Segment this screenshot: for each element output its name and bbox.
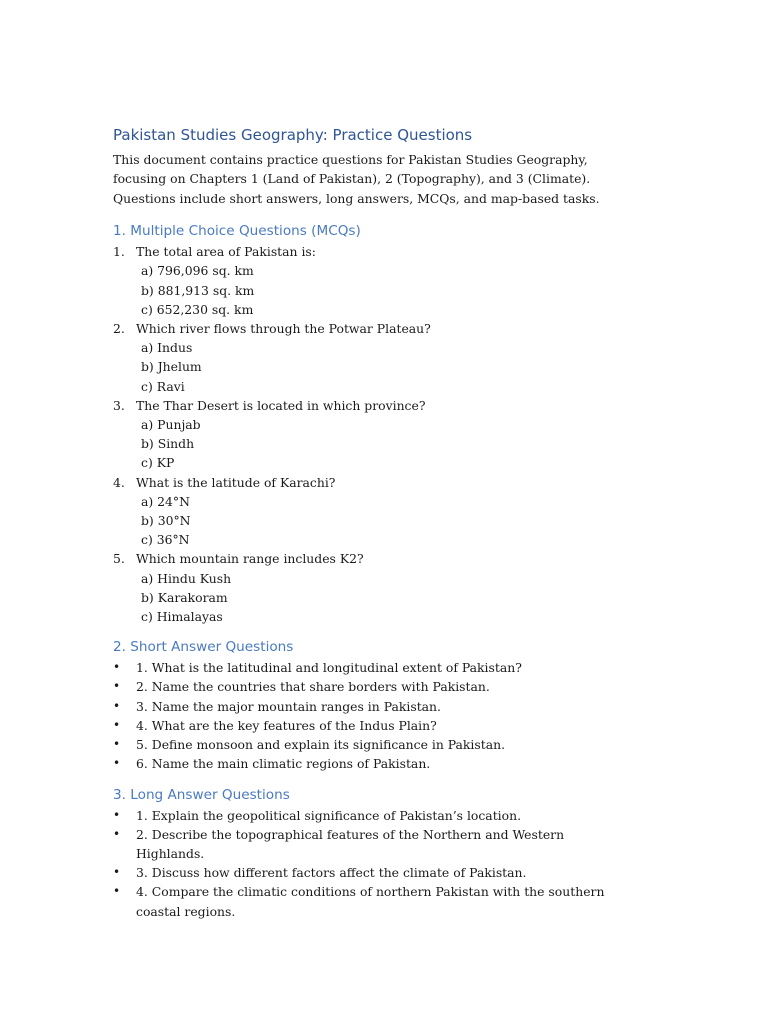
document-title: Pakistan Studies Geography: Practice Questions	[113, 126, 473, 144]
mcq-list	[113, 242, 633, 626]
list-item	[113, 658, 633, 677]
mcq-option: b) Jhelum	[141, 359, 202, 375]
question-text: 3. Discuss how different factors affect the climate of Pakistan.	[136, 865, 527, 881]
bullet-icon: •	[113, 826, 121, 841]
question-text: 1. What is the latitudinal and longitudinal extent of Pakistan?	[136, 660, 522, 676]
mcq-question: The total area of Pakistan is:	[136, 244, 316, 260]
mcq-question: Which mountain range includes K2?	[136, 551, 364, 567]
mcq-question: What is the latitude of Karachi?	[136, 474, 336, 490]
bullet-icon: •	[113, 865, 121, 880]
short-answer-heading: 2. Short Answer Questions	[113, 639, 294, 656]
question-text: 3. Name the major mountain ranges in Pakistan.	[136, 698, 441, 714]
bullet-icon: •	[113, 660, 121, 675]
question-text: 4. What are the key features of the Indus Plain?	[136, 717, 437, 733]
list-item	[113, 735, 633, 754]
mcq-question: The Thar Desert is located in which province?	[136, 397, 426, 413]
question-text: 2. Name the countries that share borders with Pakistan.	[136, 679, 490, 695]
mcq-question: Which river flows through the Potwar Plateau?	[136, 321, 431, 337]
list-item	[113, 697, 633, 716]
mcq-item	[113, 473, 633, 550]
mcq-option: c) KP	[141, 455, 175, 471]
question-text: 5. Define monsoon and explain its significance in Pakistan.	[136, 737, 506, 753]
mcq-options	[136, 338, 633, 396]
list-item	[113, 882, 633, 920]
list-item	[113, 806, 633, 825]
mcq-options	[136, 415, 633, 473]
mcq-option: b) Karakoram	[141, 589, 228, 605]
intro-paragraph: This document contains practice questions for Pakistan Studies Geography, focusing on Chapters 1 (Land of Pakistan), 2 (Topography), and 3 (Climate). Questions include short answers, long answers, MCQs, and map-based tasks.	[113, 152, 600, 206]
question-text: 1. Explain the geopolitical significance of Pakistan’s location.	[136, 807, 522, 823]
document-body	[113, 122, 633, 931]
bullet-icon: •	[113, 737, 121, 752]
mcq-option: a) 796,096 sq. km	[141, 263, 254, 279]
list-item	[113, 863, 633, 882]
mcq-option: a) Hindu Kush	[141, 570, 232, 586]
bullet-icon: •	[113, 698, 121, 713]
long-answer-list	[113, 806, 633, 921]
mcq-item	[113, 242, 633, 319]
mcq-options	[136, 492, 633, 550]
question-text: 4. Compare the climatic conditions of northern Pakistan with the southern coastal regions.	[136, 884, 605, 919]
mcq-options	[136, 569, 633, 627]
mcq-option: c) Ravi	[141, 378, 185, 394]
mcq-option: b) 30°N	[141, 513, 191, 529]
mcq-option: c) Himalayas	[141, 609, 223, 625]
mcq-option: a) 24°N	[141, 493, 190, 509]
mcq-option: c) 652,230 sq. km	[141, 301, 254, 317]
mcq-item	[113, 396, 633, 473]
mcq-number: 1.	[113, 244, 125, 260]
bullet-icon: •	[113, 679, 121, 694]
bullet-icon: •	[113, 717, 121, 732]
mcq-item	[113, 319, 633, 396]
mcq-number: 2.	[113, 321, 125, 337]
mcq-heading: 1. Multiple Choice Questions (MCQs)	[113, 223, 361, 240]
mcq-number: 3.	[113, 397, 125, 413]
mcq-option: a) Indus	[141, 340, 193, 356]
mcq-option: c) 36°N	[141, 532, 190, 548]
list-item	[113, 677, 633, 696]
bullet-icon: •	[113, 884, 121, 899]
list-item	[113, 754, 633, 773]
bullet-icon: •	[113, 756, 121, 771]
mcq-number: 5.	[113, 551, 125, 567]
mcq-option: b) Sindh	[141, 436, 195, 452]
mcq-options	[136, 261, 633, 319]
question-text: 2. Describe the topographical features of the Northern and Western Highlands.	[136, 826, 565, 861]
long-answer-heading: 3. Long Answer Questions	[113, 786, 290, 803]
short-answer-list	[113, 658, 633, 773]
bullet-icon: •	[113, 807, 121, 822]
mcq-number: 4.	[113, 474, 125, 490]
mcq-item	[113, 549, 633, 626]
mcq-option: a) Punjab	[141, 417, 201, 433]
question-text: 6. Name the main climatic regions of Pakistan.	[136, 756, 431, 772]
list-item	[113, 716, 633, 735]
mcq-option: b) 881,913 sq. km	[141, 282, 255, 298]
list-item	[113, 825, 633, 863]
